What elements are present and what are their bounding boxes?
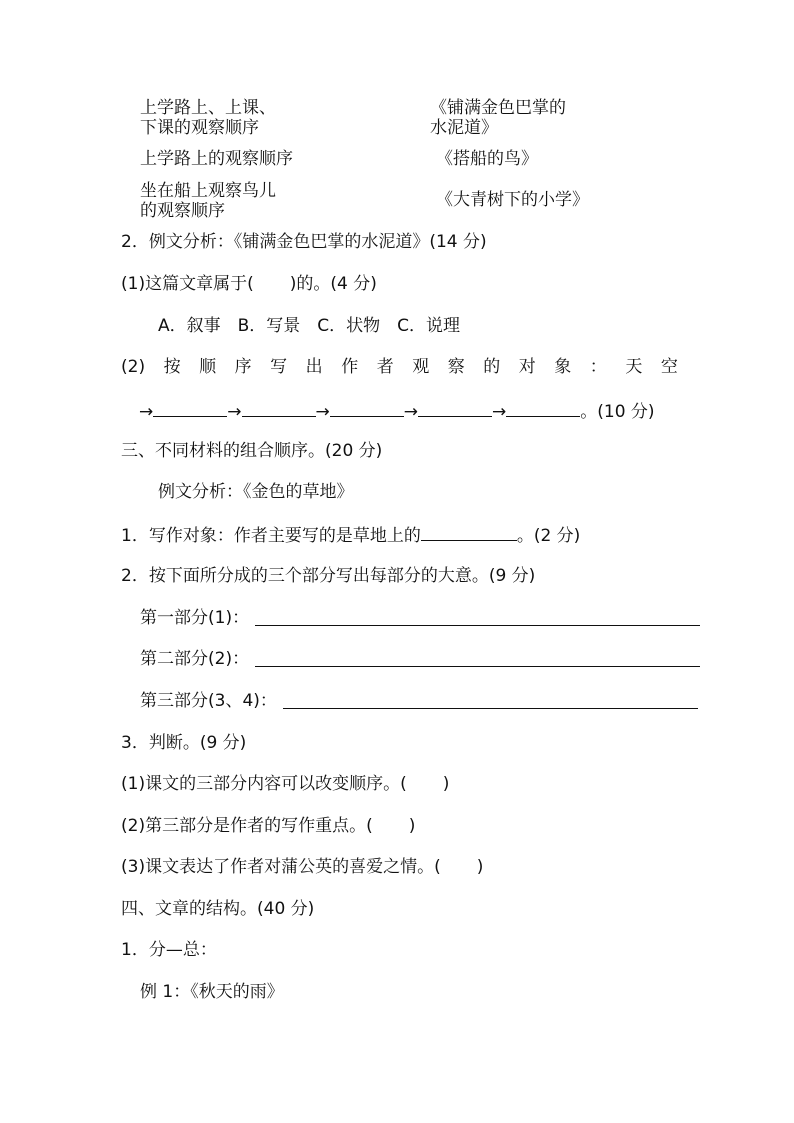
- judgement-1-text: (1)课文的三部分内容可以改变顺序。(: [121, 774, 407, 794]
- question-2-2-text: [121, 357, 678, 377]
- arrow: →: [492, 402, 507, 422]
- observation-blank-5[interactable]: [506, 400, 580, 417]
- judgement-3-text: (3)课文表达了作者对蒲公英的喜爱之情。(: [121, 857, 441, 877]
- part-3-label: 第三部分(3、4)：: [140, 691, 277, 711]
- section-3-question-1-prefix: 1．写作对象：作者主要写的是草地上的: [121, 526, 421, 546]
- match-right-2: 《搭船的鸟》: [436, 149, 538, 169]
- writing-object-blank[interactable]: [421, 524, 517, 541]
- part-1-answer-line[interactable]: [255, 625, 700, 626]
- arrow: →: [315, 402, 330, 422]
- q22-char: 空: [660, 357, 678, 377]
- part-3-answer-line[interactable]: [283, 708, 698, 709]
- q22-char: 象: [554, 357, 572, 377]
- q22-char: 出: [305, 357, 323, 377]
- observation-blank-3[interactable]: [330, 400, 404, 417]
- section-4-heading: 四、文章的结构。(40 分): [121, 899, 315, 919]
- question-2-1-suffix: )的。(4 分): [289, 274, 377, 294]
- q22-char: (2): [121, 357, 146, 377]
- observation-blank-4[interactable]: [418, 400, 492, 417]
- arrow: →: [403, 402, 418, 422]
- match-right-1-line2: 水泥道》: [430, 118, 498, 138]
- observation-blank-1[interactable]: [153, 400, 227, 417]
- close-paren: ): [442, 774, 450, 794]
- section-4-question-1: 1．分—总：: [121, 940, 217, 960]
- q22-char: 顺: [199, 357, 217, 377]
- match-left-1-line2: 下课的观察顺序: [140, 118, 259, 138]
- q22-char: 对: [518, 357, 536, 377]
- judgement-3: [121, 857, 483, 877]
- q22-char: 察: [447, 357, 465, 377]
- section-3-question-1-suffix: 。(2 分): [516, 526, 581, 546]
- q22-char: ：: [589, 357, 607, 377]
- close-paren: ): [408, 816, 416, 836]
- match-left-3-line2: 的观察顺序: [140, 201, 225, 221]
- observation-blank-2[interactable]: [242, 400, 316, 417]
- match-right-3: 《大青树下的小学》: [436, 190, 589, 210]
- q22-char: 按: [163, 357, 181, 377]
- part-2-label: 第二部分(2)：: [140, 649, 250, 669]
- judgement-2-text: (2)第三部分是作者的写作重点。(: [121, 816, 373, 836]
- section-3-question-3: 3．判断。(9 分): [121, 733, 247, 753]
- judgement-1: [121, 774, 449, 794]
- part-2-answer-line[interactable]: [255, 666, 700, 667]
- question-2-1-options: A．叙事 B．写景 C．状物 C．说理: [158, 316, 461, 336]
- arrow: →: [139, 402, 154, 422]
- section-3-example: 例文分析：《金色的草地》: [158, 482, 354, 502]
- arrow: →: [227, 402, 242, 422]
- section-3-heading: 三、不同材料的组合顺序。(20 分): [121, 441, 383, 461]
- question-2-2-suffix: 。(10 分): [580, 402, 655, 422]
- q22-char: 天: [625, 357, 643, 377]
- close-paren: ): [476, 857, 484, 877]
- q22-char: 序: [234, 357, 252, 377]
- question-2-2-blanks: [139, 400, 655, 422]
- match-left-2: 上学路上的观察顺序: [140, 149, 293, 169]
- question-2-title: 2．例文分析：《铺满金色巴掌的水泥道》(14 分): [121, 232, 487, 252]
- judgement-2: [121, 816, 415, 836]
- part-1-label: 第一部分(1)：: [140, 608, 250, 628]
- q22-char: 写: [270, 357, 288, 377]
- question-2-1: [121, 274, 377, 294]
- q22-char: 作: [341, 357, 359, 377]
- section-3-question-2: 2．按下面所分成的三个部分写出每部分的大意。(9 分): [121, 566, 536, 586]
- match-left-3-line1: 坐在船上观察鸟儿: [140, 181, 276, 201]
- q22-char: 者: [376, 357, 394, 377]
- section-3-question-1: [121, 524, 580, 546]
- q22-char: 观: [412, 357, 430, 377]
- section-4-example-1: 例 1：《秋天的雨》: [140, 982, 284, 1002]
- question-2-1-prefix: (1)这篇文章属于(: [121, 274, 254, 294]
- match-right-1-line1: 《铺满金色巴掌的: [430, 98, 566, 118]
- match-left-1-line1: 上学路上、上课、: [140, 98, 276, 118]
- q22-char: 的: [483, 357, 501, 377]
